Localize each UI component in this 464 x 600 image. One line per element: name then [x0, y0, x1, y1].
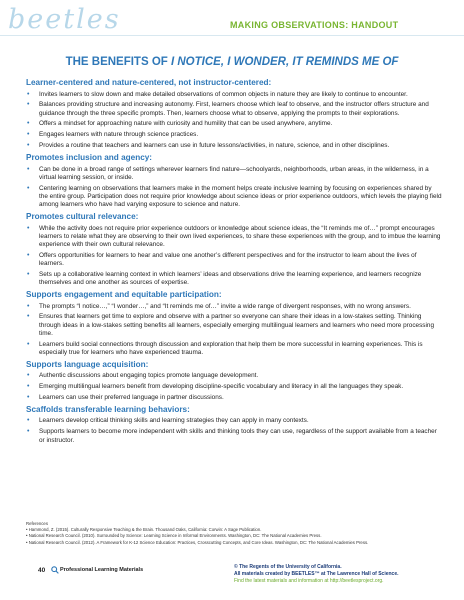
benefits-content — [26, 76, 442, 447]
bullet-text: Offers a mindset for approaching nature with curiosity and humility that can be used anywhere, anytime. — [39, 120, 333, 128]
bullet-dot-icon: • — [27, 394, 30, 402]
bullet-text: Sets up a collaborative learning context in which learners’ ideas and observations drive the learning experience, and learners recognize themselves and one another as sources of expertise. — [39, 270, 422, 287]
references-heading: References — [26, 521, 48, 526]
handout-label: MAKING OBSERVATIONS: HANDOUT — [230, 20, 399, 30]
bullet-text: Ensures that learners get time to explore and observe with a partner so everyone can share their ideas in a low-stakes setting. Thinking through ideas in a low-stakes setting benefits all learners, especially emerging multilingual learners and learners who need more processing time. — [39, 313, 435, 337]
bullet-item — [26, 341, 442, 357]
bullet-text: Authentic discussions about engaging topics promote language development. — [39, 372, 259, 380]
bullet-dot-icon: • — [27, 302, 30, 310]
bullet-dot-icon: • — [27, 101, 30, 109]
bullet-dot-icon: • — [27, 417, 30, 425]
bullet-item — [26, 185, 442, 210]
bullet-list — [26, 303, 442, 358]
bullet-text: The prompts “I notice…,” “I wonder…,” and “It reminds me of…” invite a wide range of divergent responses, with no wrong answers. — [39, 302, 411, 310]
bullet-item — [26, 225, 442, 250]
bullet-dot-icon: • — [27, 90, 30, 98]
bullet-dot-icon: • — [27, 372, 30, 380]
bullet-dot-icon: • — [27, 428, 30, 436]
legal-line-2: All materials created by BEETLES™ at The Lawrence Hall of Science. — [234, 571, 399, 577]
bullet-item — [26, 271, 442, 287]
bullet-item — [26, 417, 442, 425]
bullet-list — [26, 417, 442, 444]
magnifier-icon — [51, 566, 59, 574]
reference-item: • National Research Council. (2010). Surrounded by Science: Learning Science in Informal Environments. Washington, DC: The National Academies Press. — [26, 533, 322, 539]
bullet-dot-icon: • — [27, 313, 30, 321]
bullet-item — [26, 120, 442, 128]
bullet-dot-icon: • — [27, 270, 30, 278]
bullet-item — [26, 131, 442, 139]
page-title-plain: THE BENEFITS OF — [65, 56, 171, 68]
series-name: Professional Learning Materials — [60, 567, 144, 573]
section-heading: Supports engagement and equitable participation: — [26, 290, 222, 300]
bullet-text: Offers opportunities for learners to hear and value one another’s different perspectives and for the instructor to learn about the lives of learners. — [39, 251, 417, 268]
bullet-text: Learners can use their preferred language in partner discussions. — [39, 394, 224, 402]
bullet-dot-icon: • — [27, 224, 30, 232]
page-title — [0, 56, 464, 68]
bullet-text: Provides a routine that teachers and learners can use in future lessons/activities, in nature, science, and in other disciplines. — [39, 142, 390, 150]
reference-item: • National Research Council. (2012). A Framework for K-12 Science Education: Practices, Crosscutting Concepts, and Core Ideas. Washington, DC: The National Academies Press. — [26, 539, 369, 545]
bullet-text: Centering learning on observations that learners make in the moment helps create inclusive learning by focusing on experiences shared by the entire group. Participation does not require prior knowledge about science ideas or prior experience outdoors, which levels the playing field among learners who have had varying exposure to science and nature. — [39, 184, 442, 209]
bullet-dot-icon: • — [27, 165, 30, 173]
section-heading: Promotes inclusion and agency: — [26, 153, 153, 163]
bullet-item — [26, 372, 442, 380]
section-heading: Supports language acquisition: — [26, 359, 149, 369]
bullet-item — [26, 428, 442, 444]
bullet-text: Can be done in a broad range of settings wherever learners find nature—schoolyards, neighborhoods, urban areas, in the wilderness, in a virtual learning session, or inside. — [39, 165, 429, 181]
references — [26, 521, 446, 546]
bullet-list — [26, 372, 442, 402]
bullet-text: Balances providing structure and increasing autonomy. First, learners choose which leaf to observe, and the instructor offers structure and guidance through the three specific prompts. Then, learners choose what to observe, applying the prompts to their explorations. — [39, 101, 429, 117]
bullet-list — [26, 91, 442, 151]
legal-line-3: Find the latest materials and information at http://beetlesproject.org. — [234, 578, 384, 584]
bullet-list — [26, 166, 442, 210]
section-heading: Scaffolds transferable learning behaviors: — [26, 404, 190, 414]
bullet-dot-icon: • — [27, 131, 30, 139]
bullet-text: Learners build social connections through discussion and exploration that help them be more successful in learning experiences. This is especially true for learners who have experienced trauma. — [39, 340, 423, 356]
bullet-item — [26, 91, 442, 99]
legal-line-1: © The Regents of the University of California. — [234, 564, 342, 570]
bullet-item — [26, 101, 442, 117]
bullet-item — [26, 303, 442, 311]
bullet-item — [26, 252, 442, 268]
page-number: 40 — [38, 567, 46, 574]
bullet-item — [26, 142, 442, 150]
page-title-italic: I NOTICE, I WONDER, IT REMINDS ME OF — [170, 56, 399, 68]
legal-text — [234, 564, 399, 585]
beetles-logo: beetles — [8, 4, 121, 35]
section-heading: Promotes cultural relevance: — [26, 212, 139, 222]
bullet-item — [26, 394, 442, 402]
bullet-text: Supports learners to become more independent with skills and thinking tools they can use, regardless of the support available from a teacher or instructor. — [39, 428, 437, 444]
bullet-item — [26, 383, 442, 391]
bullet-dot-icon: • — [27, 251, 30, 259]
bullet-text: Emerging multilingual learners benefit from developing discipline-specific vocabulary and literacy in all the languages they speak. — [39, 383, 404, 391]
bullet-text: Learners develop critical thinking skills and learning strategies they can apply in many contexts. — [39, 417, 309, 425]
section-heading: Learner-centered and nature-centered, not instructor-centered: — [26, 78, 272, 87]
bullet-item — [26, 313, 442, 338]
bullet-text: Invites learners to slow down and make detailed observations of common objects in nature they are likely to continue to encounter. — [39, 90, 408, 98]
bullet-dot-icon: • — [27, 120, 30, 128]
header-divider — [0, 35, 464, 36]
bullet-text: While the activity does not require prior experience outdoors or knowledge about science ideas, the “It reminds me of…” prompt encourages learners to relate what they are observing to their own lived experiences, to share these experiences with the group, and to imbue the learning experience with their own cultural relevance. — [39, 224, 441, 248]
bullet-dot-icon: • — [27, 142, 30, 150]
bullet-dot-icon: • — [27, 184, 30, 192]
reference-item: • Hammond, Z. (2015). Culturally Responsive Teaching & the Brain. Thousand Oaks, California: Corwin: A Sage Publication. — [26, 527, 262, 533]
page-footer — [0, 564, 464, 600]
bullet-text: Engages learners with nature through science practices. — [39, 131, 199, 139]
bullet-dot-icon: • — [27, 383, 30, 391]
bullet-list — [26, 225, 442, 288]
bullet-item — [26, 166, 442, 182]
bullet-dot-icon: • — [27, 340, 30, 348]
